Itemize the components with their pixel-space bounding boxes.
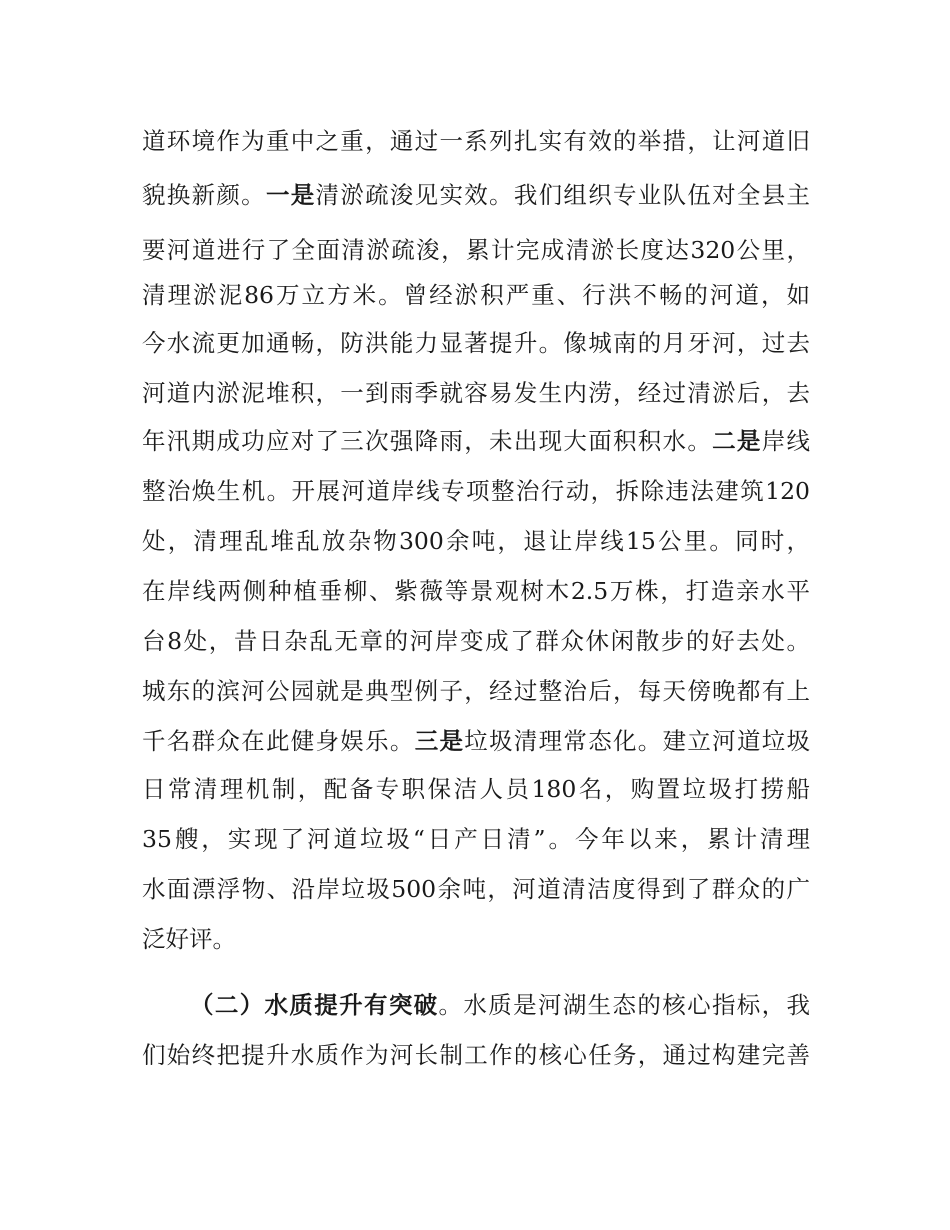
text-run: 清理淤泥86万立方米。曾经淤积严重、行洪不畅的河道，如 [142, 281, 810, 309]
text-run: 垃圾清理常态化。建立河道垃圾 [464, 727, 810, 755]
text-run: 处，清理乱堆乱放杂物300余吨，退让岸线15公里。同时， [142, 527, 810, 555]
text-run: 整治焕生机。开展河道岸线专项整治行动，拆除违法建筑120 [142, 477, 810, 505]
text-run: 们始终把提升水质作为河长制工作的核心任务，通过构建完善 [142, 1041, 810, 1069]
text-run: 年汛期成功应对了三次强降雨，未出现大面积积水。 [142, 427, 713, 455]
text-line [142, 576, 810, 606]
text-run: 。水质是河湖生态的核心指标，我 [438, 991, 810, 1019]
text-run: 岸线 [761, 427, 810, 455]
text-run: 河道内淤泥堆积，一到雨季就容易发生内涝，经过清淤后，去 [142, 379, 810, 407]
text-line [142, 526, 810, 556]
text-line [142, 774, 810, 804]
text-run: 千名群众在此健身娱乐。 [142, 727, 415, 755]
text-line [142, 626, 810, 656]
text-line [142, 824, 810, 854]
text-run: 城东的滨河公园就是典型例子，经过整治后，每天傍晚都有上 [142, 677, 810, 705]
text-line [142, 328, 810, 358]
text-line [142, 280, 810, 310]
text-run: 清淤疏浚见实效。我们组织专业队伍对全县主 [315, 181, 810, 209]
text-run: 泛好评。 [142, 925, 236, 953]
text-line [142, 874, 810, 904]
section-heading: （二）水质提升有突破 [190, 991, 439, 1019]
text-run: 水面漂浮物、沿岸垃圾500余吨，河道清洁度得到了群众的广 [142, 875, 810, 903]
bold-marker-three: 三是 [414, 727, 465, 755]
section-heading-line [190, 990, 810, 1020]
text-line [142, 676, 810, 706]
text-run: 今水流更加通畅，防洪能力显著提升。像城南的月牙河，过去 [142, 329, 810, 357]
text-line [142, 180, 810, 210]
text-run: 道环境作为重中之重，通过一系列扎实有效的举措，让河道旧 [142, 127, 810, 155]
text-line [142, 1040, 810, 1070]
text-line [142, 378, 810, 408]
text-line [142, 726, 810, 756]
text-line [142, 235, 810, 265]
text-line [142, 126, 810, 156]
text-run: 台8处，昔日杂乱无章的河岸变成了群众休闲散步的好去处。 [142, 627, 810, 655]
bold-marker-two: 二是 [712, 427, 762, 455]
text-line [142, 426, 810, 456]
text-run: 日常清理机制，配备专职保洁人员180名，购置垃圾打捞船 [142, 775, 810, 803]
text-line [142, 476, 810, 506]
text-line [142, 924, 810, 954]
text-run: 貌换新颜。 [142, 181, 266, 209]
text-run: 在岸线两侧种植垂柳、紫薇等景观树木2.5万株，打造亲水平 [142, 577, 810, 605]
text-run: 35艘，实现了河道垃圾“日产日清”。今年以来，累计清理 [142, 825, 810, 853]
bold-marker-one: 一是 [265, 181, 316, 209]
text-run: 要河道进行了全面清淤疏浚，累计完成清淤长度达320公里， [142, 236, 810, 264]
